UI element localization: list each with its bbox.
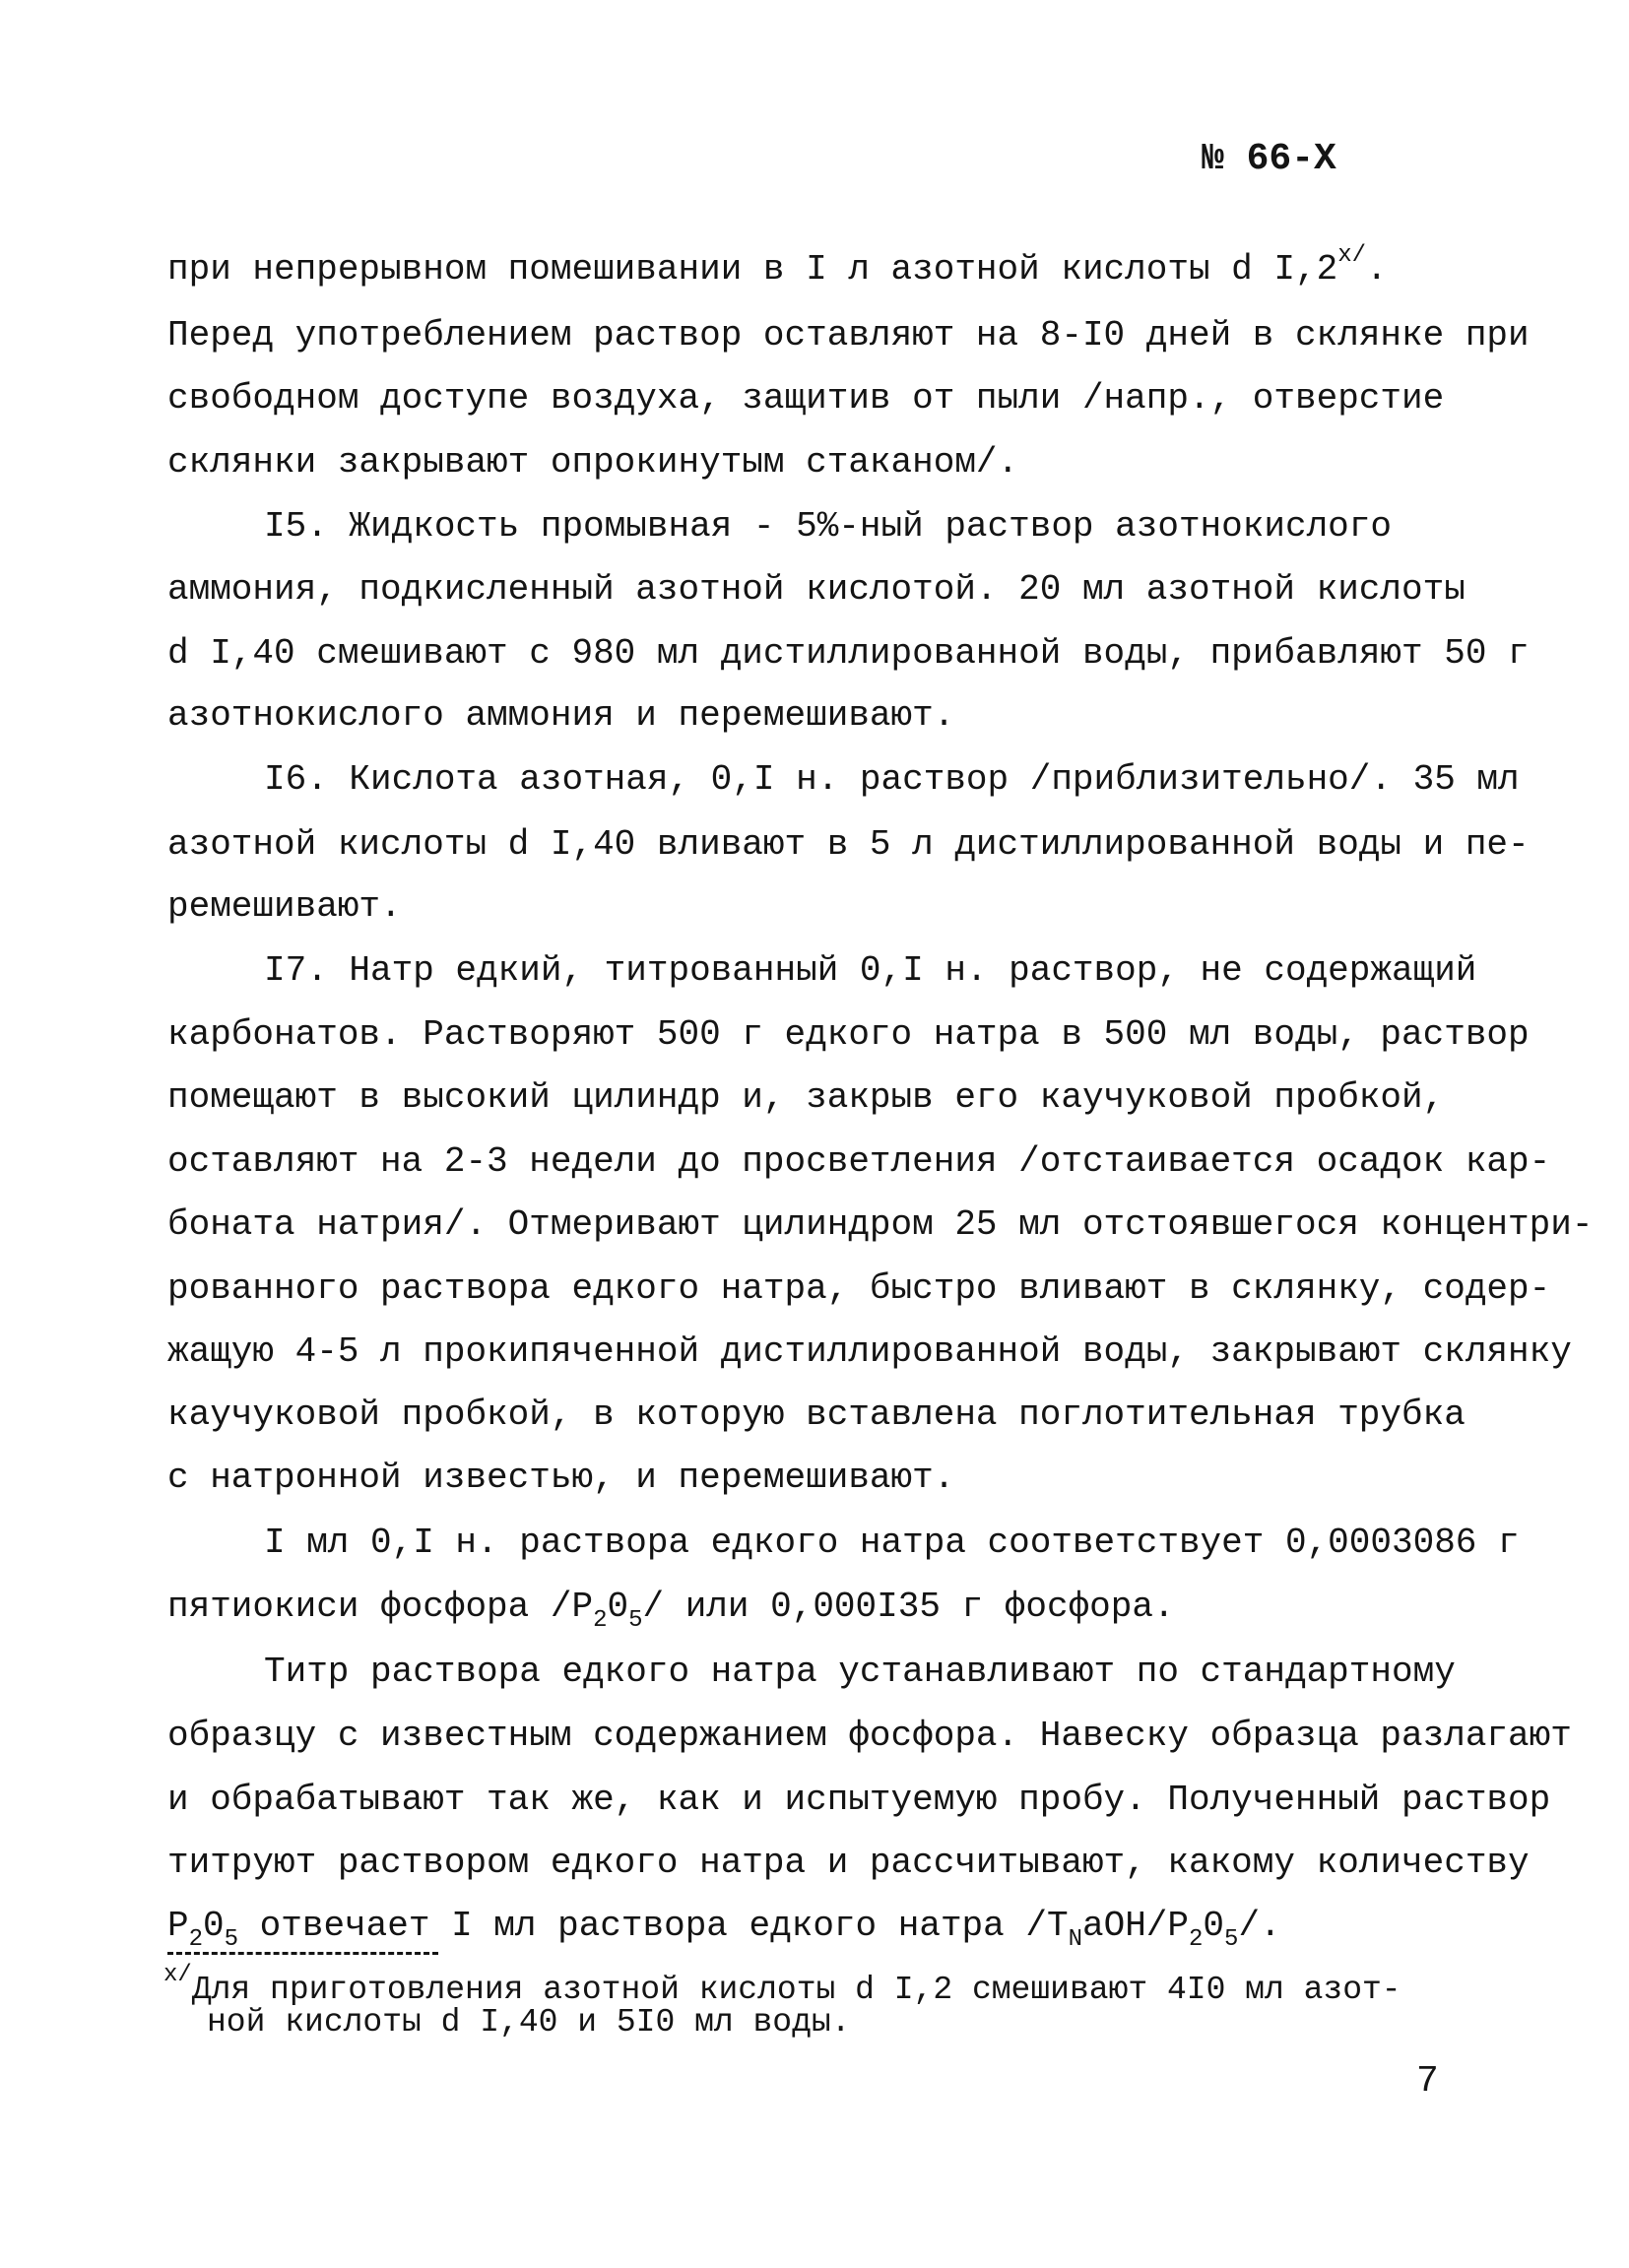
text-line: помещают в высокий цилиндр и, закрыв его каучуковой пробкой,	[167, 1077, 1445, 1118]
text-line: с натронной известью, и перемешивают.	[167, 1458, 955, 1498]
text-line: каучуковой пробкой, в которую вставлена поглотительная трубка	[167, 1394, 1466, 1435]
text-line: аммония, подкисленный азотной кислотой. 20 мл азотной кислоты	[167, 569, 1466, 610]
text-line: ремешивают.	[167, 886, 402, 927]
footnote-separator	[167, 1952, 438, 1955]
text-line: азотной кислоты d I,40 вливают в 5 л дистиллированной воды и пе-	[167, 824, 1530, 865]
text-line: I мл 0,I н. раствора едкого натра соответствует 0,0003086 г	[264, 1523, 1520, 1563]
text-line: образцу с известным содержанием фосфора. Навеску образца разлагают	[167, 1716, 1572, 1756]
section-17-heading: I7. Натр едкий, титрованный 0,I н. раствор, не содержащий	[264, 950, 1477, 991]
text-line: свободном доступе воздуха, защитив от пыли /напр., отверстие	[167, 378, 1445, 419]
section-16-heading: I6. Кислота азотная, 0,I н. раствор /приблизительно/. 35 мл	[264, 759, 1520, 800]
text-line: и обрабатывают так же, как и испытуемую пробу. Полученный раствор	[167, 1780, 1551, 1820]
text-line: Титр раствора едкого натра устанавливают по стандартному	[264, 1652, 1456, 1692]
footnote-line: ной кислоты d I,40 и 5I0 мл воды.	[207, 2004, 851, 2041]
text-line: азотнокислого аммония и перемешивают.	[167, 695, 955, 736]
text-line: $P_20_5$ отвечает I мл раствора едкого натра $/T_NaOH/P_20_5/$.	[167, 1906, 1281, 1953]
page-number: 7	[1416, 2060, 1439, 2103]
footnote-line: $^{x/}$Для приготовления азотной кислоты d I,2 смешивают 4I0 мл азот-	[163, 1962, 1401, 2008]
text-line: оставляют на 2-3 недели до просветления /отстаивается осадок кар-	[167, 1141, 1551, 1182]
text-line: карбонатов. Растворяют 500 г едкого натра в 500 мл воды, раствор	[167, 1014, 1530, 1055]
text-line: жащую 4-5 л прокипяченной дистиллированной воды, закрывают склянку	[167, 1331, 1572, 1372]
footnote-marker: x/	[163, 1962, 192, 1988]
text-line: Перед употреблением раствор оставляют на 8-I0 дней в склянке при	[167, 315, 1530, 356]
text-line: титруют раствором едкого натра и рассчитывают, какому количеству	[167, 1843, 1530, 1883]
text-line: склянки закрывают опрокинутым стаканом/.	[167, 442, 1019, 483]
section-15-heading: I5. Жидкость промывная - 5%-ный раствор азотнокислого	[264, 506, 1392, 547]
text-line: d I,40 смешивают с 980 мл дистиллированной воды, прибавляют 50 г	[167, 633, 1530, 674]
text-line: при непрерывном помешивании в I л азотной кислоты d $I,2^{x/}$.	[167, 242, 1388, 290]
document-number: № 66-Х	[1202, 138, 1336, 180]
text-line: боната натрия/. Отмеривают цилиндром 25 мл отстоявшегося концентри-	[167, 1204, 1594, 1245]
footnote-reference: x/	[1337, 242, 1367, 269]
text-line: рованного раствора едкого натра, быстро вливают в склянку, содер-	[167, 1268, 1551, 1309]
text-line: пятиокиси фосфора $/P_20_5/$ или 0,000I35 г фосфора.	[167, 1587, 1175, 1634]
